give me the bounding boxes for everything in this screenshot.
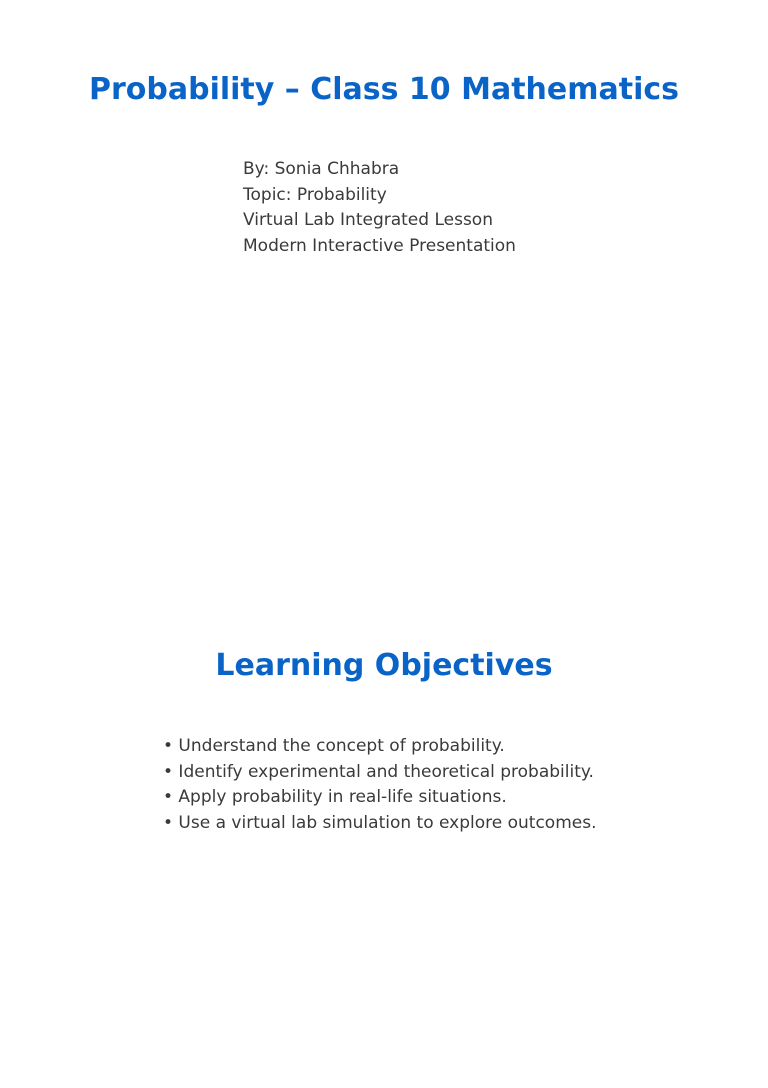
objectives-list — [163, 734, 596, 837]
slide-title: Probability – Class 10 Mathematics — [88, 72, 680, 107]
objective-item: • Apply probability in real-life situations. — [163, 787, 507, 808]
slide-info-list — [243, 157, 516, 260]
title-slide — [0, 0, 768, 512]
objective-item: • Identify experimental and theoretical probability. — [163, 761, 594, 782]
slide-title: Learning Objectives — [215, 648, 553, 683]
author-line: By: Sonia Chhabra — [243, 159, 400, 179]
lesson-type-line: Virtual Lab Integrated Lesson — [243, 210, 493, 231]
objective-item: • Understand the concept of probability. — [163, 736, 505, 756]
objective-item: • Use a virtual lab simulation to explore outcomes. — [163, 813, 597, 834]
objectives-slide — [0, 576, 768, 1088]
topic-line: Topic: Probability — [243, 184, 387, 205]
presentation-type-line: Modern Interactive Presentation — [243, 236, 516, 257]
